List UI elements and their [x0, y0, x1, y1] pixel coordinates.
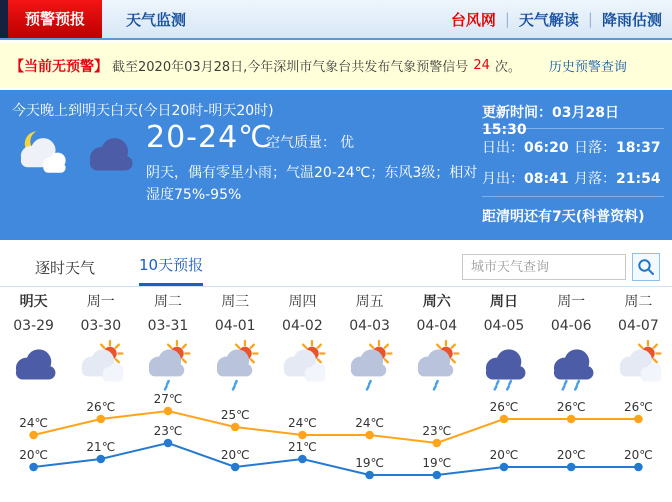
svg-text:26℃: 26℃ [86, 400, 116, 414]
forecast-day-name: 周五 [355, 294, 384, 310]
forecast-date: 04-02 [282, 318, 323, 334]
nav-left-edge [0, 0, 8, 38]
temperature-chart [0, 392, 672, 498]
svg-text:20℃: 20℃ [220, 448, 250, 462]
forecast-period-title: 今天晚上到明天白天(今日20时-明天20时) [12, 103, 274, 119]
forecast-day-name: 周二 [153, 294, 182, 310]
forecast-date: 04-03 [349, 318, 390, 334]
svg-text:26℃: 26℃ [489, 400, 519, 414]
warning-count: 24 [473, 58, 490, 73]
forecast-date: 04-07 [618, 318, 659, 334]
top-navigation [0, 0, 672, 40]
alert-text-after: 次。 [494, 60, 521, 75]
svg-text:25℃: 25℃ [220, 408, 250, 422]
sun-rain-icon [336, 340, 403, 392]
tab-hourly-weather[interactable]: 逐时天气 [35, 258, 96, 277]
forecast-day-name: 周二 [624, 294, 653, 310]
forecast-date: 03-30 [80, 318, 122, 334]
svg-text:26℃: 26℃ [624, 400, 653, 414]
city-search-input[interactable] [462, 254, 626, 280]
svg-text:24℃: 24℃ [19, 416, 48, 430]
svg-text:23℃: 23℃ [153, 424, 183, 438]
svg-text:24℃: 24℃ [355, 416, 384, 430]
svg-text:20℃: 20℃ [19, 448, 48, 462]
panel-right-column [482, 90, 666, 240]
svg-text:19℃: 19℃ [355, 456, 384, 470]
divider [482, 196, 664, 197]
nav-link-separator: | [504, 10, 510, 28]
nav-link-separator: | [587, 10, 593, 28]
forecast-day-name: 周四 [288, 294, 317, 310]
forecast-date: 04-06 [550, 318, 592, 334]
update-time: 更新时间：03月28日 15:30 [482, 105, 619, 138]
rain-icon [470, 340, 537, 392]
svg-text:27℃: 27℃ [153, 392, 183, 406]
nav-tab-warning-forecast[interactable]: 预警预报 [8, 0, 102, 38]
svg-text:24℃: 24℃ [288, 416, 317, 430]
alert-bar [0, 43, 672, 88]
divider [482, 128, 664, 129]
countdown-text: 距清明还有7天 [482, 209, 576, 225]
overcast-icon [78, 128, 140, 184]
svg-text:20℃: 20℃ [489, 448, 519, 462]
forecast-day-name: 明天 [19, 294, 48, 310]
sun-rain-icon [202, 340, 269, 392]
svg-text:21℃: 21℃ [86, 440, 116, 454]
tab-ten-day-forecast[interactable]: 10天预报 [139, 248, 203, 286]
science-info-link[interactable]: (科普资料) [575, 209, 645, 225]
sun-rain-icon [403, 340, 470, 392]
forecast-day-name: 周六 [422, 294, 451, 310]
day-name-row [0, 291, 672, 311]
forecast-date: 04-05 [483, 318, 525, 334]
qingming-countdown [482, 206, 645, 226]
air-quality [266, 132, 354, 152]
ten-day-forecast [0, 291, 672, 498]
forecast-tabbar [0, 248, 672, 287]
svg-text:26℃: 26℃ [556, 400, 586, 414]
forecast-date: 03-29 [13, 318, 54, 334]
sun-moon-times [482, 137, 666, 188]
sun-moon-item: 月落：21:54 [574, 171, 661, 187]
forecast-date: 04-01 [214, 318, 256, 334]
sun-moon-item: 月出：08:41 [482, 171, 569, 187]
sun-moon-item: 日落：18:37 [574, 140, 661, 156]
no-warning-badge: 【当前无预警】 [10, 58, 108, 75]
night-clouds-icon [10, 128, 72, 184]
svg-text:23℃: 23℃ [422, 424, 452, 438]
current-weather-icons [10, 128, 140, 184]
date-row [0, 311, 672, 334]
forecast-date: 03-31 [147, 318, 189, 334]
sun-clouds-icon [269, 340, 336, 392]
overcast-icon [0, 340, 67, 392]
search-icon [637, 258, 655, 276]
search-button[interactable] [632, 253, 660, 281]
forecast-day-name: 周一 [86, 294, 115, 310]
nav-link[interactable]: 降雨估测 [601, 10, 662, 29]
sun-moon-item: 日出：06:20 [482, 140, 569, 156]
forecast-day-name: 周一 [557, 294, 586, 310]
nav-tab-weather-monitor[interactable]: 天气监测 [126, 10, 187, 29]
temperature-range: 20-24℃ [146, 120, 273, 155]
alert-text: 截至2020年03月28日,今年深圳市气象台共发布气象预警信号 [112, 60, 469, 75]
forecast-day-name: 周三 [221, 294, 250, 310]
topnav-links [451, 9, 662, 30]
nav-link[interactable]: 台风网 [450, 10, 496, 29]
sun-clouds-icon [605, 340, 672, 392]
svg-text:19℃: 19℃ [422, 456, 452, 470]
history-warning-link[interactable]: 历史预警查询 [548, 60, 627, 75]
air-quality-value: 优 [340, 135, 354, 151]
svg-text:20℃: 20℃ [556, 448, 586, 462]
sun-rain-icon [134, 340, 201, 392]
svg-text:21℃: 21℃ [288, 440, 317, 454]
weather-description: 阴天，偶有零星小雨；气温20-24℃；东风3级；相对湿度75%-95% [146, 165, 478, 203]
sun-clouds-icon [67, 340, 134, 392]
rain-icon [538, 340, 605, 392]
forecast-day-name: 周日 [489, 294, 518, 310]
city-search [462, 253, 660, 281]
current-weather-panel [0, 90, 672, 240]
weather-icon-row [0, 340, 672, 392]
nav-link[interactable]: 天气解读 [518, 10, 579, 29]
air-quality-label: 空气质量： [266, 135, 336, 151]
svg-text:20℃: 20℃ [624, 448, 653, 462]
forecast-date: 04-04 [416, 318, 458, 334]
